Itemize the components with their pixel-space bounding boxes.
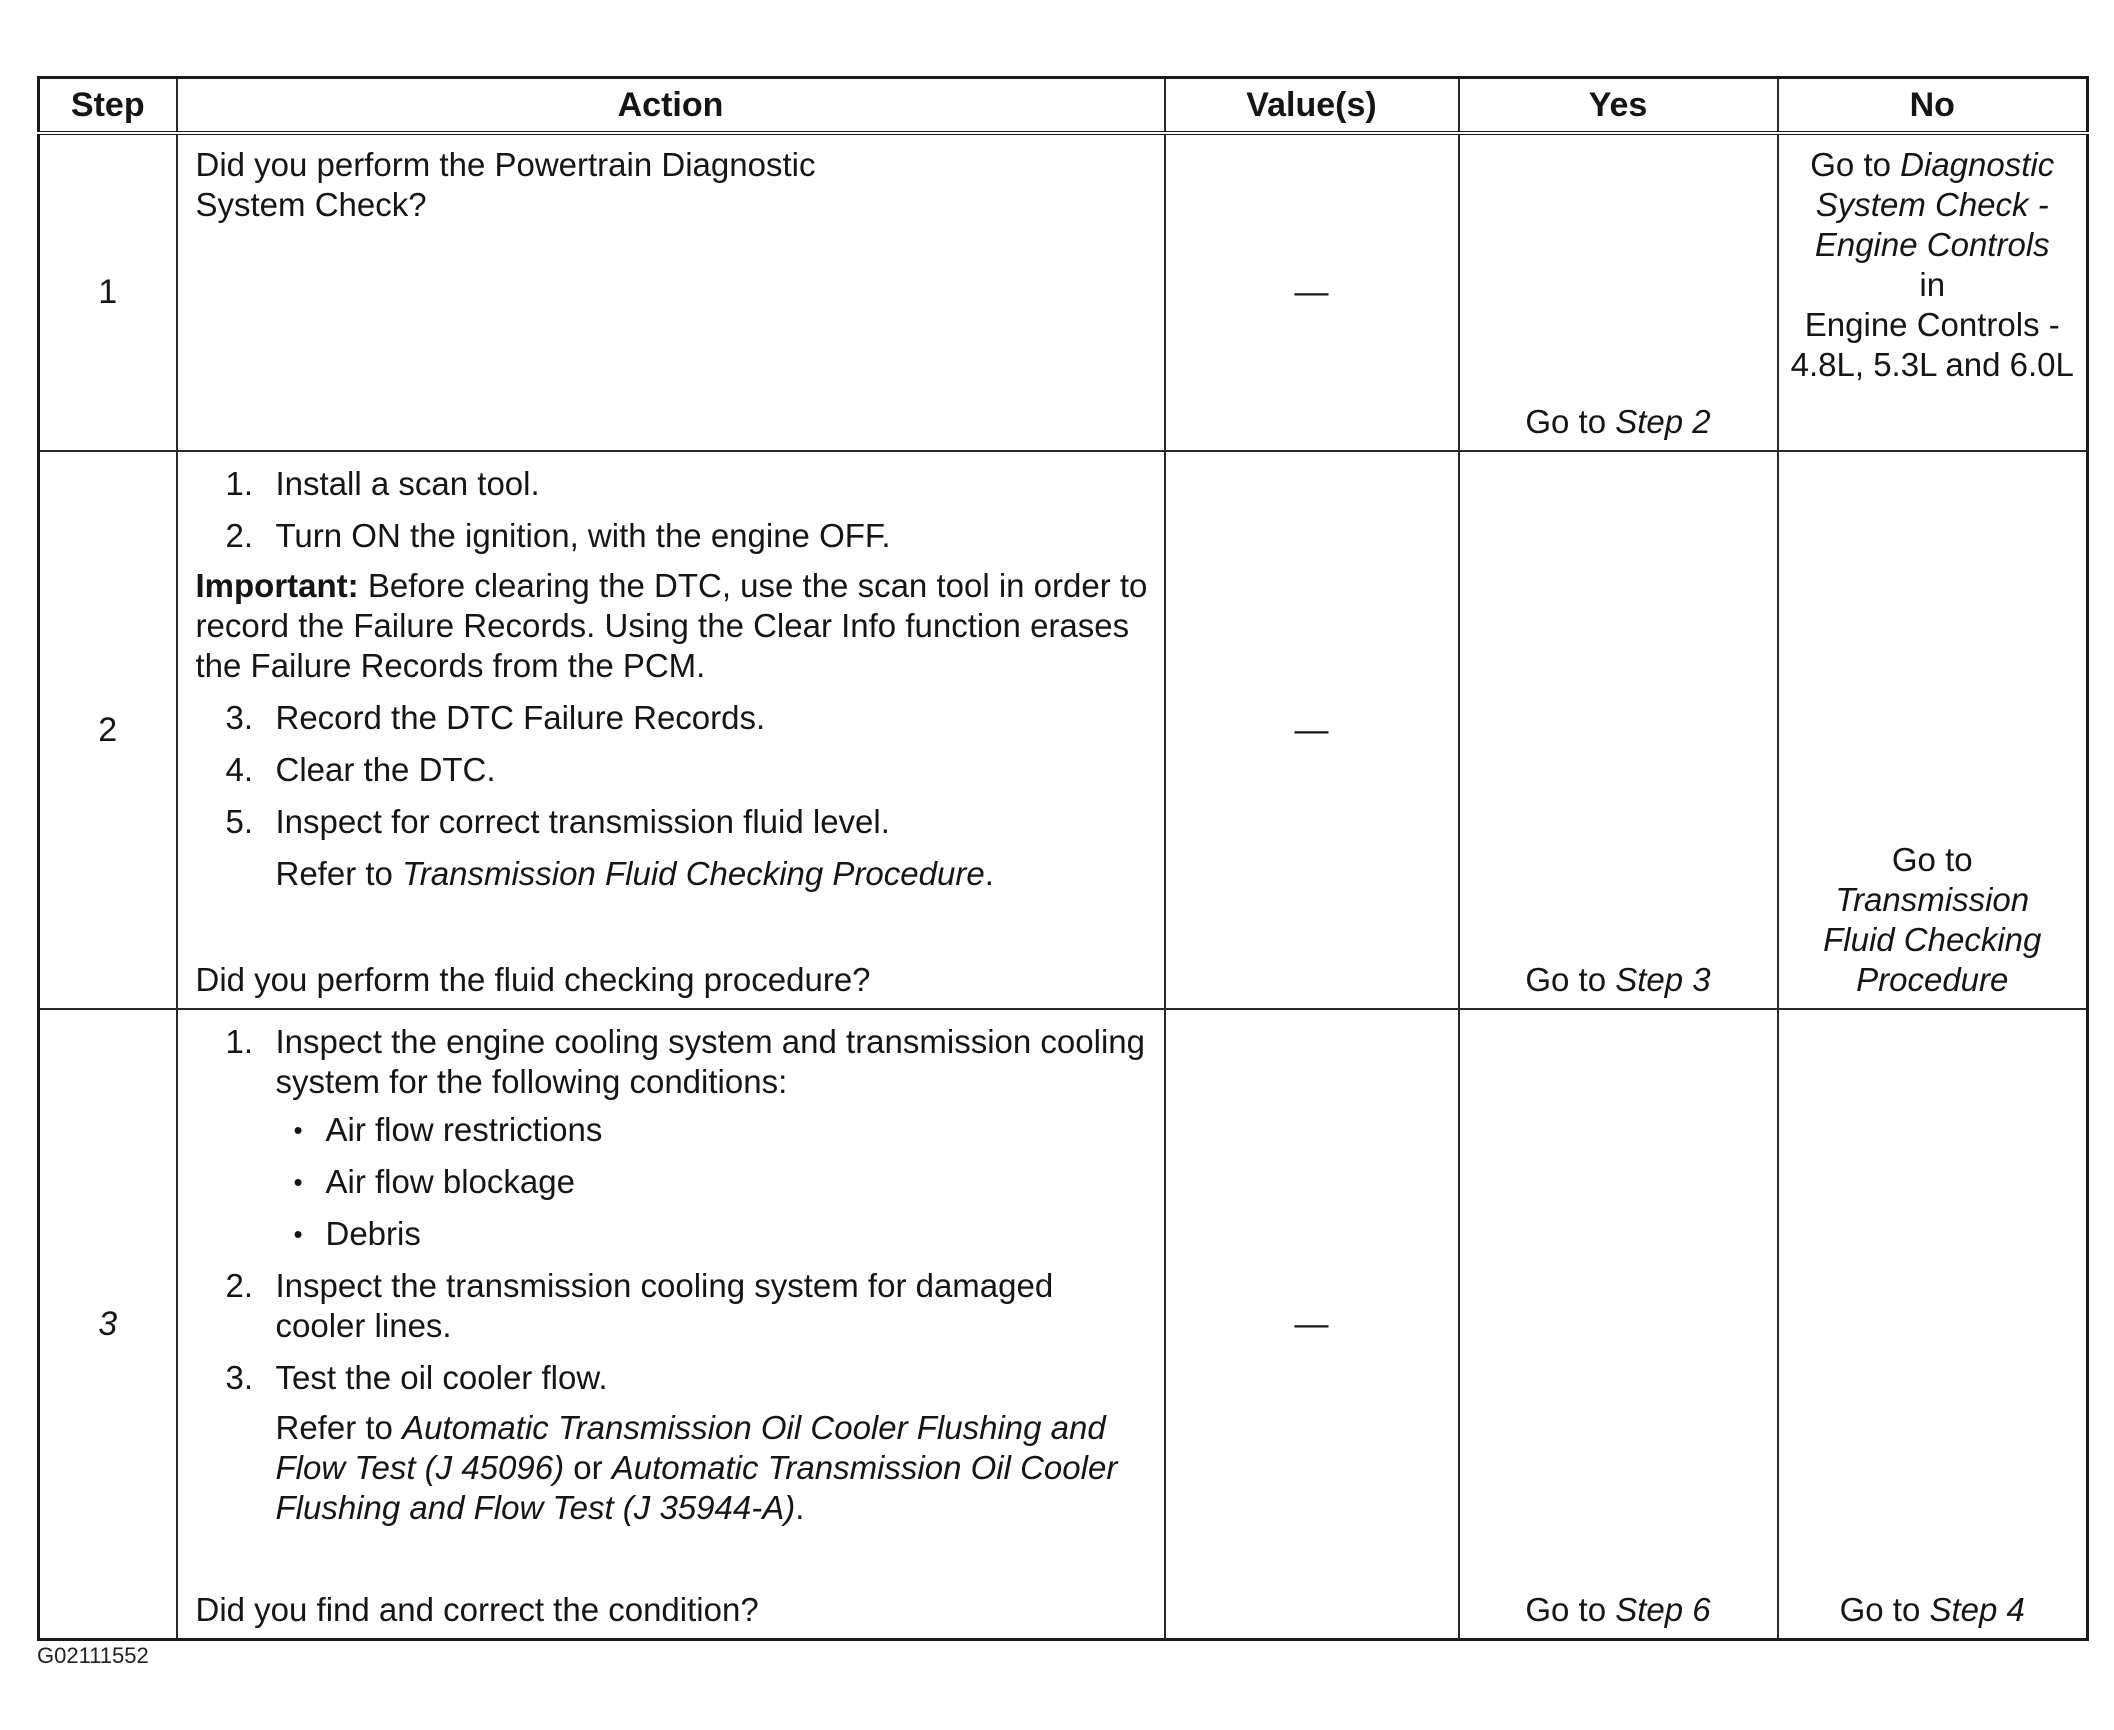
- list-item: [196, 802, 1152, 842]
- no-cell: [1778, 1009, 2088, 1640]
- action-question: Did you find and correct the condition?: [195, 1591, 759, 1628]
- list-text: Clear the DTC.: [275, 751, 496, 788]
- no-mid: in: [1919, 266, 1946, 303]
- no-prefix: Go to: [1810, 146, 1901, 183]
- header-yes: Yes: [1459, 78, 1778, 134]
- no-prefix: Go to: [1839, 1591, 1930, 1628]
- yes-cell: [1459, 133, 1778, 451]
- table-row: [39, 133, 2088, 451]
- list-item: [196, 464, 1152, 504]
- bullet-text: Air flow blockage: [325, 1163, 575, 1200]
- important-text: Before clearing the DTC, use the scan tool in order to record the Failure Records. Using the Clear Info function erases the Failure Records from the PCM.: [195, 567, 1148, 684]
- refer-suffix: .: [984, 855, 994, 892]
- list-text: Install a scan tool.: [275, 465, 540, 502]
- yes-cell: [1459, 451, 1778, 1009]
- no-cell: [1778, 133, 2088, 451]
- list-text: Inspect the transmission cooling system for damaged cooler lines.: [275, 1267, 1054, 1344]
- header-values: Value(s): [1165, 78, 1459, 134]
- bullet-icon: •: [293, 1115, 303, 1145]
- value-cell: —: [1165, 451, 1459, 1009]
- figure-id: G02111552: [37, 1643, 149, 1668]
- action-steps-list: [196, 698, 1152, 842]
- yes-prefix: Go to: [1525, 1591, 1616, 1628]
- yes-cell: [1459, 1009, 1778, 1640]
- yes-step-link[interactable]: Step 2: [1615, 403, 1711, 440]
- list-item: [276, 1110, 1152, 1150]
- value-cell: —: [1165, 133, 1459, 451]
- list-text: Inspect for correct transmission fluid level.: [275, 803, 890, 840]
- header-action: Action: [177, 78, 1165, 134]
- step-number: 3: [39, 1009, 177, 1640]
- list-item: [276, 1214, 1152, 1254]
- action-cell: [177, 451, 1165, 1009]
- yes-prefix: Go to: [1525, 961, 1616, 998]
- list-number: 1.: [225, 465, 254, 502]
- yes-step-link[interactable]: Step 6: [1615, 1591, 1711, 1628]
- list-item: [196, 1266, 1152, 1346]
- table-row: [39, 1009, 2088, 1640]
- no-suffix: Engine Controls - 4.8L, 5.3L and 6.0L: [1790, 306, 2074, 383]
- list-number: 3.: [225, 699, 254, 736]
- list-number: 3.: [225, 1359, 254, 1396]
- list-item: [196, 1022, 1152, 1254]
- bullet-text: Air flow restrictions: [325, 1111, 603, 1148]
- list-number: 2.: [225, 1267, 254, 1304]
- refer-fluid-procedure-link[interactable]: Transmission Fluid Checking Procedure: [402, 855, 985, 892]
- condition-bullets: [276, 1110, 1152, 1254]
- table-row: [39, 451, 2088, 1009]
- important-note: [196, 566, 1152, 686]
- list-number: 2.: [225, 517, 254, 554]
- refer-line: [196, 1408, 1152, 1528]
- bullet-icon: •: [293, 1167, 303, 1197]
- list-number: 5.: [225, 803, 254, 840]
- yes-step-link[interactable]: Step 3: [1615, 961, 1711, 998]
- refer-prefix: Refer to: [275, 855, 403, 892]
- diagnostic-table-container: [37, 76, 2086, 1628]
- list-item: [196, 750, 1152, 790]
- yes-prefix: Go to: [1525, 403, 1616, 440]
- action-cell: [177, 1009, 1165, 1640]
- list-text: Turn ON the ignition, with the engine OFF.: [275, 517, 891, 554]
- refer-suffix: .: [795, 1489, 805, 1526]
- bullet-text: Debris: [325, 1215, 421, 1252]
- no-step-link[interactable]: Step 4: [1929, 1591, 2025, 1628]
- refer-flush-test-link-1[interactable]: Automatic Transmission Oil Cooler Flushing and Flow Test (J 45096): [275, 1409, 1106, 1486]
- list-item: [196, 1358, 1152, 1398]
- step-number: 1: [39, 133, 177, 451]
- header-no: No: [1778, 78, 2088, 134]
- list-item: [196, 698, 1152, 738]
- list-text: Test the oil cooler flow.: [275, 1359, 608, 1396]
- no-prefix: Go to: [1891, 841, 1973, 878]
- action-steps-list: [196, 464, 1152, 556]
- action-steps-list: [196, 1022, 1152, 1398]
- refer-prefix: Refer to: [275, 1409, 403, 1446]
- list-text: Inspect the engine cooling system and transmission cooling system for the following conditions:: [275, 1023, 1145, 1100]
- refer-line: [196, 854, 1152, 894]
- action-question: Did you perform the Powertrain Diagnostic System Check?: [195, 146, 816, 223]
- list-number: 1.: [225, 1023, 254, 1060]
- header-step: Step: [39, 78, 177, 134]
- list-text: Record the DTC Failure Records.: [275, 699, 766, 736]
- no-cell: [1778, 451, 2088, 1009]
- no-diagnostic-link[interactable]: Diagnostic System Check - Engine Controls: [1814, 146, 2055, 263]
- bullet-icon: •: [293, 1219, 303, 1249]
- diagnostic-table: [37, 76, 2089, 1641]
- important-label: Important:: [195, 567, 359, 604]
- refer-flush-test-link-2[interactable]: Automatic Transmission Oil Cooler Flushing and Flow Test (J 35944-A): [275, 1449, 1118, 1526]
- action-question: Did you perform the fluid checking procedure?: [195, 961, 871, 998]
- header-row: [39, 78, 2088, 134]
- no-fluid-procedure-link[interactable]: Transmission Fluid Checking Procedure: [1823, 881, 2042, 998]
- refer-or: or: [564, 1449, 612, 1486]
- list-item: [196, 516, 1152, 556]
- list-number: 4.: [225, 751, 254, 788]
- list-item: [276, 1162, 1152, 1202]
- step-number: 2: [39, 451, 177, 1009]
- action-cell: [177, 133, 1165, 451]
- value-cell: —: [1165, 1009, 1459, 1640]
